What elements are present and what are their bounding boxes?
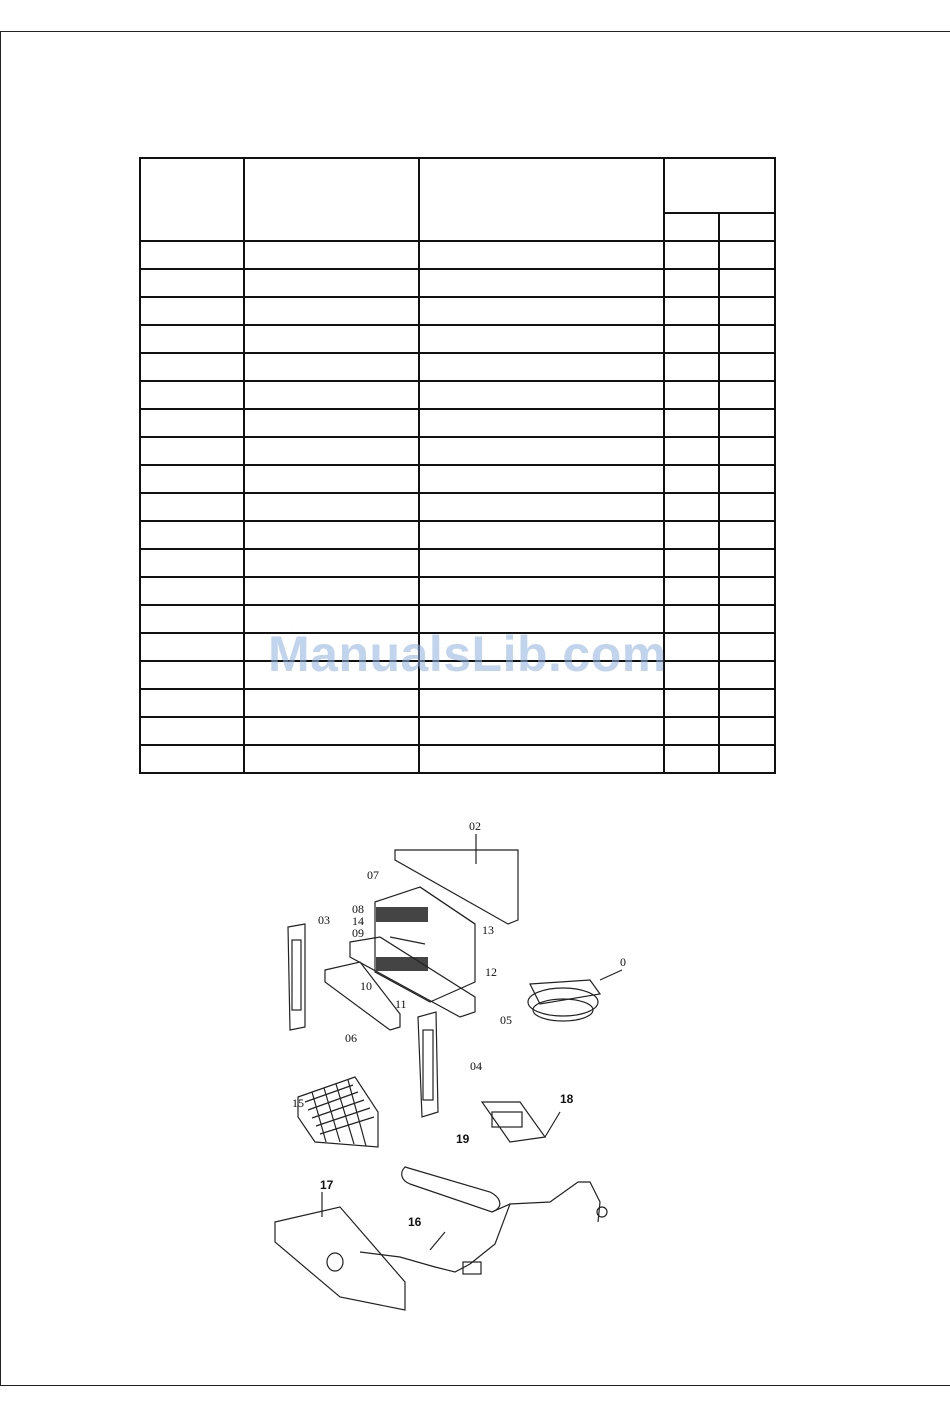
page-bottom-rule: [0, 1385, 950, 1386]
table-row: [140, 381, 775, 409]
table-cell: [244, 745, 419, 773]
table-cell: [719, 717, 775, 745]
cabinet-shape: [375, 887, 475, 1002]
table-cell: [140, 661, 244, 689]
table-cell: [419, 521, 664, 549]
table-cell: [719, 633, 775, 661]
watermark: ManualsLib.com: [268, 626, 667, 682]
table-cell: [244, 241, 419, 269]
table-cell: [719, 577, 775, 605]
table-cell: [140, 381, 244, 409]
table-cell: [140, 465, 244, 493]
part-label-08: 08: [352, 902, 364, 916]
cabinet-top-grille: [376, 907, 428, 922]
control-panel-17-shape: [275, 1192, 405, 1310]
table-row: [140, 409, 775, 437]
table-cell: [140, 241, 244, 269]
table-row: [140, 325, 775, 353]
table-row: [140, 437, 775, 465]
table-cell: [244, 717, 419, 745]
table-cell: [244, 409, 419, 437]
side-panel-04-shape: [418, 1012, 438, 1117]
table-cell: [719, 437, 775, 465]
table-row: [140, 577, 775, 605]
parts-table-header: [140, 158, 775, 241]
table-cell: [664, 353, 719, 381]
table-cell: [419, 577, 664, 605]
table-cell: [140, 297, 244, 325]
table-cell: [419, 549, 664, 577]
table-row: [140, 521, 775, 549]
table-cell: [140, 745, 244, 773]
table-cell: [719, 605, 775, 633]
part-label-02: 02: [469, 819, 481, 833]
table-cell: [719, 325, 775, 353]
table-cell: [419, 717, 664, 745]
table-cell: [244, 521, 419, 549]
table-cell: [244, 493, 419, 521]
table-cell: [664, 521, 719, 549]
table-row: [140, 549, 775, 577]
table-cell: [664, 325, 719, 353]
table-row: [140, 717, 775, 745]
header-cell-group: [664, 158, 775, 213]
table-cell: [719, 465, 775, 493]
table-cell: [719, 409, 775, 437]
table-cell: [140, 521, 244, 549]
fan-motor-assembly-shape: [528, 980, 600, 1021]
part-label-09: 09: [352, 926, 364, 940]
table-cell: [419, 409, 664, 437]
part-label-13: 13: [482, 923, 494, 937]
filter-15-shape: [298, 1077, 378, 1147]
table-cell: [140, 549, 244, 577]
control-module-shape: [482, 1102, 560, 1142]
table-cell: [664, 437, 719, 465]
table-cell: [244, 269, 419, 297]
table-cell: [140, 605, 244, 633]
part-label-07: 07: [367, 868, 379, 882]
table-row: [140, 353, 775, 381]
part-label-15: 15: [292, 1096, 304, 1110]
table-cell: [419, 381, 664, 409]
table-cell: [419, 689, 664, 717]
table-cell: [419, 297, 664, 325]
table-cell: [140, 325, 244, 353]
table-cell: [719, 689, 775, 717]
header-cell-2: [244, 158, 419, 241]
header-cell-3: [419, 158, 664, 241]
table-cell: [664, 465, 719, 493]
table-cell: [664, 661, 719, 689]
table-cell: [140, 269, 244, 297]
page-top-rule: [0, 31, 950, 32]
table-row: [140, 689, 775, 717]
part-label-06: 06: [345, 1031, 357, 1045]
table-cell: [244, 297, 419, 325]
part-label-16: 16: [408, 1215, 422, 1229]
part-label-04: 04: [470, 1059, 482, 1073]
table-row: [140, 269, 775, 297]
table-cell: [140, 717, 244, 745]
table-cell: [244, 381, 419, 409]
header-cell-1: [140, 158, 244, 241]
table-cell: [140, 493, 244, 521]
table-cell: [664, 269, 719, 297]
part-label-11: 11: [395, 997, 407, 1011]
table-cell: [244, 465, 419, 493]
table-cell: [140, 689, 244, 717]
table-cell: [664, 297, 719, 325]
table-cell: [419, 437, 664, 465]
table-cell: [719, 297, 775, 325]
table-cell: [419, 325, 664, 353]
table-cell: [664, 689, 719, 717]
table-cell: [719, 549, 775, 577]
header-subcell-2: [719, 213, 775, 241]
table-cell: [664, 241, 719, 269]
cabinet-bottom-grille: [376, 957, 428, 971]
part-label-03: 03: [318, 913, 330, 927]
table-cell: [419, 493, 664, 521]
wiring-harness-shape: [360, 1167, 607, 1274]
part-label-14: 14: [352, 914, 364, 928]
table-cell: [244, 577, 419, 605]
part-label-19: 19: [456, 1132, 470, 1146]
table-cell: [419, 241, 664, 269]
part-label-01: 0: [620, 955, 626, 969]
table-cell: [664, 409, 719, 437]
table-cell: [664, 745, 719, 773]
table-cell: [664, 717, 719, 745]
part-label-17: 17: [320, 1178, 334, 1192]
table-cell: [244, 325, 419, 353]
page-left-rule: [0, 31, 1, 1385]
table-cell: [140, 409, 244, 437]
part-label-05: 05: [500, 1013, 512, 1027]
table-cell: [719, 381, 775, 409]
header-subcell-1: [664, 213, 719, 241]
table-cell: [664, 493, 719, 521]
table-cell: [664, 633, 719, 661]
table-row: [140, 465, 775, 493]
table-cell: [719, 493, 775, 521]
table-cell: [719, 241, 775, 269]
table-row: [140, 241, 775, 269]
part-label-18: 18: [560, 1092, 574, 1106]
table-cell: [664, 577, 719, 605]
table-cell: [719, 353, 775, 381]
table-cell: [140, 633, 244, 661]
table-row: [140, 297, 775, 325]
table-cell: [719, 661, 775, 689]
table-cell: [419, 745, 664, 773]
table-cell: [419, 465, 664, 493]
table-cell: [664, 381, 719, 409]
table-cell: [244, 437, 419, 465]
table-cell: [140, 353, 244, 381]
table-cell: [244, 549, 419, 577]
front-panel-06-shape: [325, 962, 400, 1030]
table-cell: [419, 353, 664, 381]
table-cell: [719, 521, 775, 549]
table-cell: [140, 577, 244, 605]
part-label-12: 12: [485, 965, 497, 979]
table-cell: [140, 437, 244, 465]
table-row: [140, 745, 775, 773]
table-cell: [664, 549, 719, 577]
table-cell: [244, 353, 419, 381]
part-label-10: 10: [360, 979, 372, 993]
parts-table-body: [140, 241, 775, 773]
table-cell: [719, 745, 775, 773]
table-cell: [719, 269, 775, 297]
table-cell: [244, 689, 419, 717]
table-cell: [664, 605, 719, 633]
table-row: [140, 493, 775, 521]
exploded-parts-diagram: [260, 812, 680, 1322]
table-cell: [419, 269, 664, 297]
